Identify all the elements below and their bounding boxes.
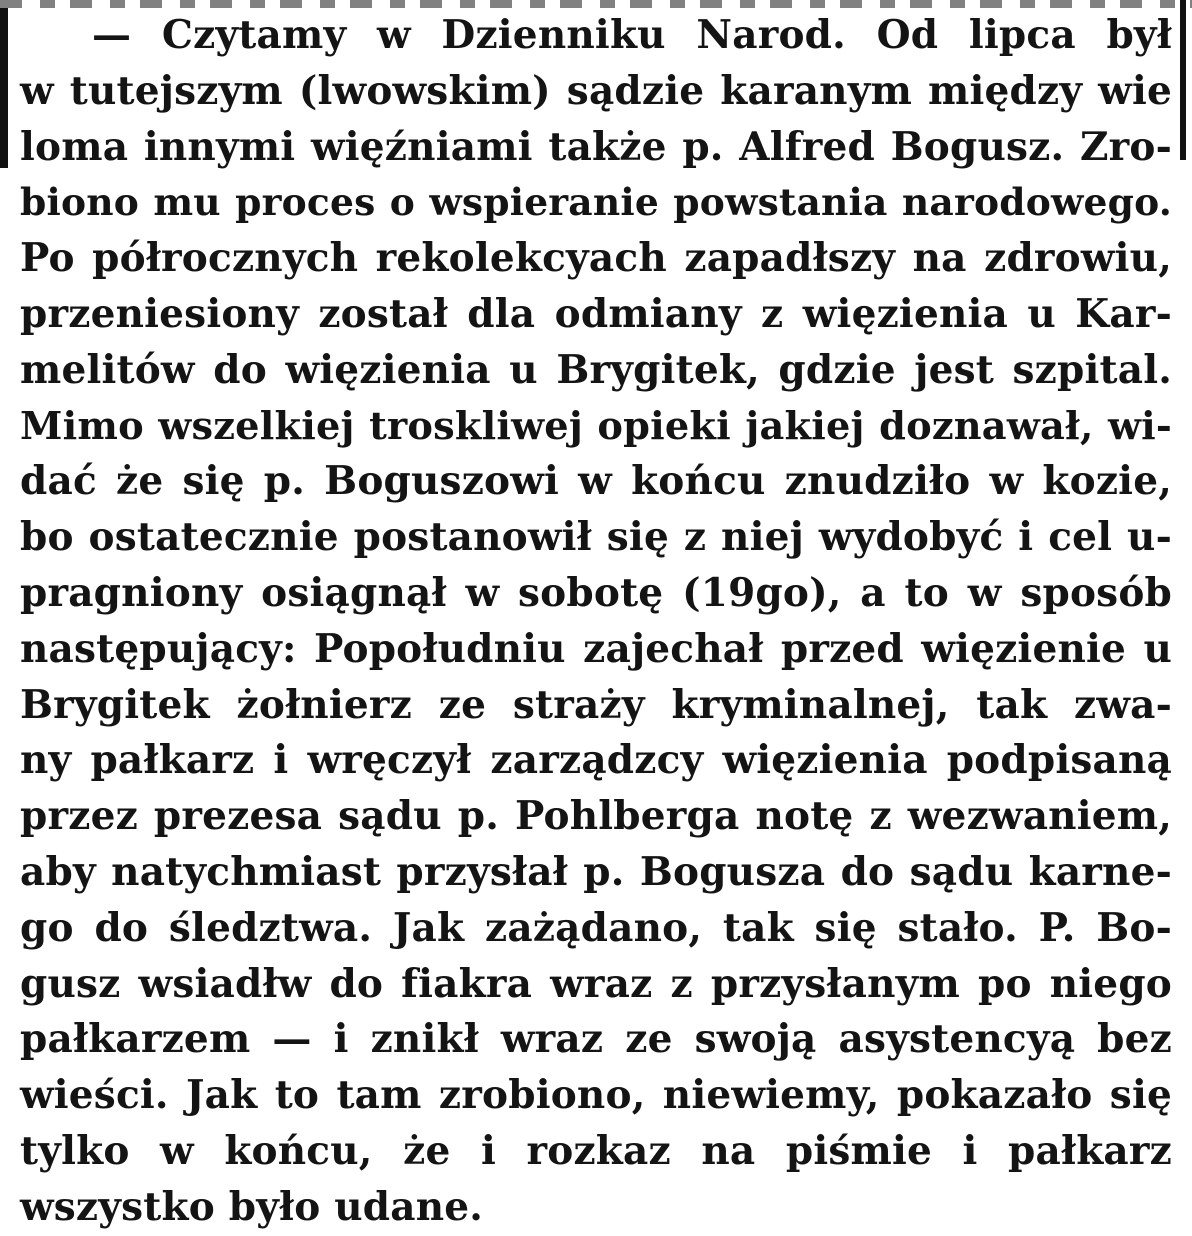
article-line: tylko w końcu, że i rozkaz na piśmie i pałkarz bbox=[20, 1127, 1172, 1174]
column-rule-left bbox=[0, 8, 8, 168]
article-line: Po półrocznych rekolekcyach zapadłszy na zdrowiu, bbox=[20, 235, 1172, 282]
article-line: w tutejszym (lwowskim) sądzie karanym między wie bbox=[20, 67, 1172, 114]
article-line: ny pałkarz i wręczył zarządzcy więzienia podpisaną bbox=[20, 737, 1172, 784]
article-line: przeniesiony został dla odmiany z więzienia u Kar- bbox=[20, 290, 1172, 337]
article-line: wszystko było udane. bbox=[20, 1183, 484, 1230]
article-line: pragniony osiągnął w sobotę (19go), a to w sposób bbox=[20, 569, 1172, 616]
article-line: melitów do więzienia u Brygitek, gdzie jest szpital. bbox=[20, 346, 1172, 393]
cropped-previous-line bbox=[0, 0, 1192, 8]
column-rule-right bbox=[1180, 0, 1186, 160]
article-line: biono mu proces o wspieranie powstania narodowego. bbox=[20, 180, 1172, 225]
article-line: Brygitek żołnierz ze straży kryminalnej, tak zwa- bbox=[20, 681, 1172, 728]
article-line: wieści. Jak to tam zrobiono, niewiemy, pokazało się bbox=[20, 1072, 1172, 1119]
article-line: przez prezesa sądu p. Pohlberga notę z wezwaniem, bbox=[20, 793, 1172, 840]
article-line: go do śledztwa. Jak zażądano, tak się stało. P. Bo- bbox=[20, 904, 1172, 951]
article-line: loma innymi więźniami także p. Alfred Bogusz. Zro- bbox=[20, 123, 1172, 170]
article-line: następujący: Popołudniu zajechał przed więzienie u bbox=[20, 625, 1172, 672]
article-line: — Czytamy w Dzienniku Narod. Od lipca był bbox=[92, 12, 1172, 58]
article-line: gusz wsiadłw do fiakra wraz z przysłanym po niego bbox=[20, 960, 1172, 1007]
article-line: dać że się p. Boguszowi w końcu znudziło w kozie, bbox=[20, 458, 1172, 505]
article-line: Mimo wszelkiej troskliwej opieki jakiej doznawał, wi- bbox=[20, 403, 1172, 449]
news-article bbox=[20, 8, 1172, 1236]
article-line: pałkarzem — i znikł wraz ze swoją asystencyą bez bbox=[20, 1016, 1172, 1063]
article-line: aby natychmiast przysłał p. Bogusza do sądu karne- bbox=[20, 848, 1172, 895]
article-line: bo ostatecznie postanowił się z niej wydobyć i cel u- bbox=[20, 514, 1172, 561]
